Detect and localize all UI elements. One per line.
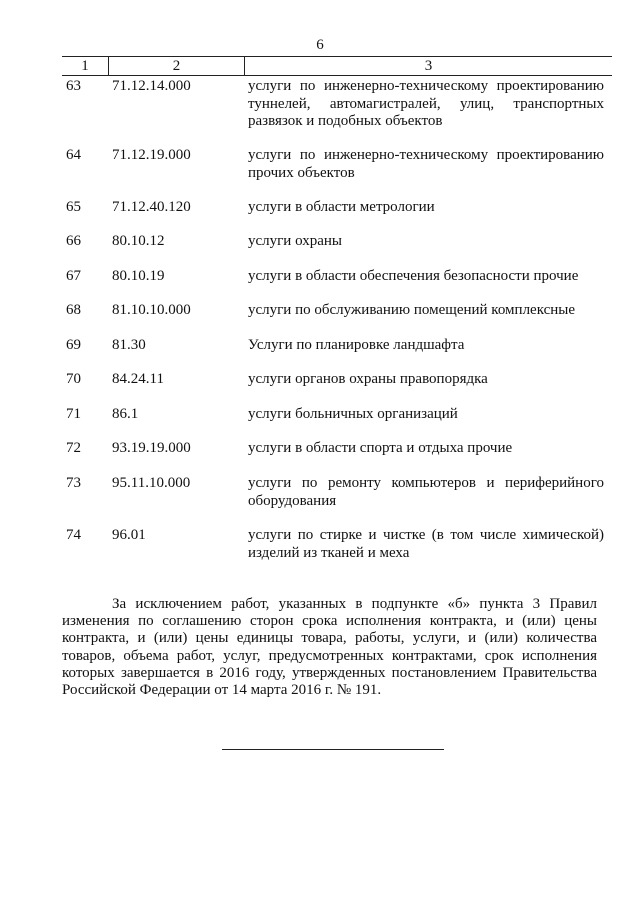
- row-number: 65: [66, 199, 81, 215]
- row-number: 66: [66, 233, 81, 249]
- row-description: услуги в области метрологии: [248, 199, 435, 215]
- row-number: 68: [66, 302, 81, 318]
- row-number: 63: [66, 78, 81, 94]
- row-code: 86.1: [112, 406, 139, 422]
- row-description: услуги охраны: [248, 233, 342, 249]
- row-description: услуги в области обеспечения безопасности прочие: [248, 268, 579, 284]
- closing-paragraph: За исключением работ, указанных в подпункте «б» пункта 3 Правил изменения по соглашению сторон срока исполнения контракта, и (или) цены контракта, и (или) цены единицы товара, работы, услуги, и (или) количества товаров, объема работ, услуг, предусмотренных контрактами, срок исполнения которых завершается в 2016 году, утвержденных постановлением Правительства Российской Федерации от 14 марта 2016 г. № 191.: [62, 596, 597, 699]
- row-code: 80.10.12: [112, 233, 165, 249]
- row-number: 67: [66, 268, 81, 284]
- row-number: 69: [66, 337, 81, 353]
- row-description: услуги больничных организаций: [248, 406, 458, 422]
- row-code: 96.01: [112, 527, 146, 543]
- column-header-3: 3: [424, 58, 433, 74]
- row-code: 71.12.14.000: [112, 78, 191, 94]
- table-header: [62, 56, 612, 76]
- row-number: 64: [66, 147, 81, 163]
- row-description: услуги по обслуживанию помещений комплексные: [248, 302, 576, 318]
- row-code: 81.30: [112, 337, 146, 353]
- row-code: 93.19.19.000: [112, 440, 191, 456]
- row-description: услуги по инженерно-техническому проектированию прочих объектов: [248, 147, 604, 181]
- row-description: услуги органов охраны правопорядка: [248, 371, 488, 387]
- row-number: 72: [66, 440, 81, 456]
- row-code: 84.24.11: [112, 371, 164, 387]
- row-number: 70: [66, 371, 81, 387]
- row-code: 81.10.10.000: [112, 302, 191, 318]
- row-number: 73: [66, 475, 81, 491]
- column-header-2: 2: [109, 57, 245, 75]
- row-code: 71.12.19.000: [112, 147, 191, 163]
- row-description: Услуги по планировке ландшафта: [248, 337, 465, 353]
- row-description: услуги по инженерно-техническому проектированию туннелей, автомагистралей, улиц, транспортных развязок и подобных объектов: [248, 78, 604, 129]
- end-rule: [222, 749, 444, 750]
- row-number: 71: [66, 406, 81, 422]
- row-description: услуги по ремонту компьютеров и периферийного оборудования: [248, 475, 604, 509]
- row-code: 95.11.10.000: [112, 475, 191, 491]
- row-code: 80.10.19: [112, 268, 165, 284]
- row-code: 71.12.40.120: [112, 199, 191, 215]
- row-description: услуги в области спорта и отдыха прочие: [248, 440, 513, 456]
- row-number: 74: [66, 527, 81, 543]
- column-header-1: 1: [62, 57, 109, 75]
- row-description: услуги по стирке и чистке (в том числе химической) изделий из тканей и меха: [248, 527, 604, 561]
- page-number: 6: [316, 37, 324, 53]
